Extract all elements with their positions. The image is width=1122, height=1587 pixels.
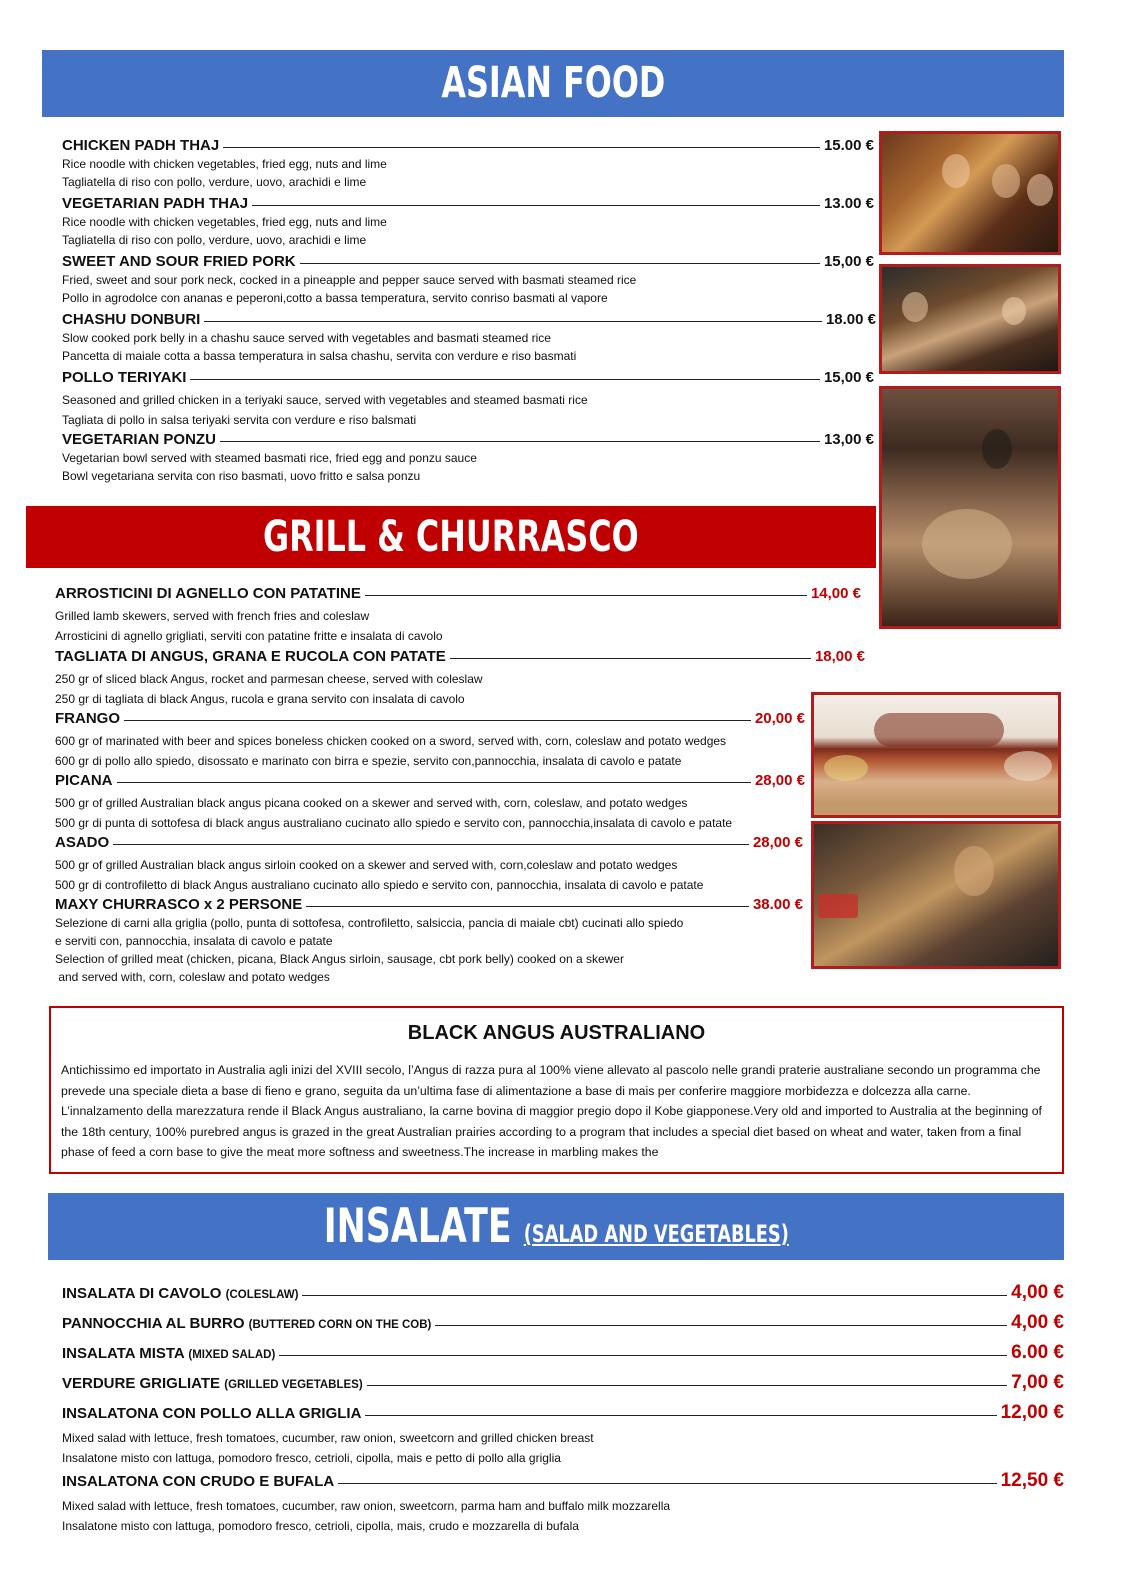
item-desc-line: 500 gr di punta di sottofesa di black angus australiano cucinato allo spiedo e servito con, pannocchia,insalata di cavolo e patate <box>55 816 733 830</box>
item-name: FRANGO <box>55 710 120 727</box>
leader-line <box>190 379 819 380</box>
black-angus-title: BLACK ANGUS AUSTRALIANO <box>407 1022 706 1044</box>
insalate-title: INSALATE <box>323 1199 512 1254</box>
insalate-banner <box>48 1193 1064 1260</box>
item-price: 28,00 € <box>752 834 803 851</box>
item-name: INSALATA MISTA <box>62 1345 185 1362</box>
item-name: VEGETARIAN PADH THAJ <box>62 195 249 212</box>
leader-line <box>279 1355 1007 1356</box>
item-name: SWEET AND SOUR FRIED PORK <box>62 253 296 270</box>
leader-line <box>306 906 749 907</box>
waiter-churrasco-photo <box>811 821 1061 969</box>
leader-line <box>117 782 751 783</box>
menu-item-vegetarian-ponzu <box>62 430 874 485</box>
item-desc-en: Fried, sweet and sour pork neck, cocked in a pineapple and pepper sauce served with basmati steamed rice <box>62 273 637 287</box>
menu-item-insalatona-pollo <box>62 1403 1064 1468</box>
item-desc-en: Mixed salad with lettuce, fresh tomatoes, cucumber, raw onion, sweetcorn, parma ham and buffalo milk mozzarella <box>62 1499 671 1513</box>
menu-item-insalatona-crudo-bufala <box>62 1471 1064 1536</box>
item-note: (COLESLAW) <box>225 1289 299 1301</box>
item-desc-line: 600 gr of marinated with beer and spices boneless chicken cooked on a sword, served with, corn, coleslaw and potato wedges <box>55 734 727 748</box>
item-price: 14,00 € <box>810 585 861 602</box>
item-price: 13.00 € <box>823 195 874 212</box>
item-name: TAGLIATA DI ANGUS, GRANA E RUCOLA CON PATATE <box>55 648 446 665</box>
menu-item-picana <box>55 771 805 833</box>
menu-item-insalata-cavolo <box>62 1283 1064 1305</box>
churrasco-skewer-photo <box>811 692 1061 818</box>
asian-food-banner <box>42 50 1064 117</box>
item-note: (MIXED SALAD) <box>188 1349 276 1361</box>
item-price: 15,00 € <box>823 253 874 270</box>
item-note: (BUTTERED CORN ON THE COB) <box>248 1319 432 1331</box>
item-desc-line: 600 gr di pollo allo spiedo, disossato e marinato con birra e spezie, servito con,pannocchia, insalata di cavolo e patate <box>55 754 682 768</box>
menu-item-verdure-grigliate <box>62 1373 1064 1395</box>
item-price: 7,00 € <box>1011 1372 1064 1393</box>
item-price: 13,00 € <box>823 431 874 448</box>
item-price: 20,00 € <box>754 710 805 727</box>
item-desc-line: Arrosticini di agnello grigliati, serviti con patatine fritte e insalata di cavolo <box>55 629 443 643</box>
item-name: PANNOCCHIA AL BURRO <box>62 1315 245 1332</box>
grill-churrasco-title: GRILL & CHURRASCO <box>263 512 639 562</box>
menu-item-insalata-mista <box>62 1343 1064 1365</box>
leader-line <box>367 1385 1007 1386</box>
item-desc-it: Insalatone misto con lattuga, pomodoro fresco, cetrioli, cipolla, mais, crudo e mozzarella di bufala <box>62 1519 579 1533</box>
item-name: ASADO <box>55 834 110 851</box>
item-desc-it: Tagliatella di riso con pollo, verdure, uovo, arachidi e lime <box>62 175 367 189</box>
item-price: 6.00 € <box>1011 1342 1064 1363</box>
item-price: 4,00 € <box>1011 1312 1064 1333</box>
item-desc-it: Pancetta di maiale cotta a bassa temperatura in salsa chashu, servita con verdure e riso basmati <box>62 349 577 363</box>
leader-line <box>223 147 820 148</box>
item-name: INSALATONA CON CRUDO E BUFALA <box>62 1473 335 1490</box>
asian-food-title: ASIAN FOOD <box>441 58 665 108</box>
item-desc-line: and served with, corn, coleslaw and potato wedges <box>55 970 330 984</box>
menu-item-pannocchia <box>62 1313 1064 1335</box>
item-price: 18,00 € <box>814 648 865 665</box>
item-price: 38.00 € <box>752 896 803 913</box>
item-desc-en: Vegetarian bowl served with steamed basmati rice, fried egg and ponzu sauce <box>62 451 477 465</box>
menu-item-chashu-donburi <box>62 310 876 365</box>
leader-line <box>365 595 807 596</box>
leader-line <box>252 205 820 206</box>
menu-item-tagliata-angus <box>55 647 865 709</box>
item-desc-en: Rice noodle with chicken vegetables, fried egg, nuts and lime <box>62 157 387 171</box>
item-desc-line: 500 gr of grilled Australian black angus sirloin cooked on a skewer and served with, corn,coleslaw and potato wedges <box>55 858 678 872</box>
item-desc-en: Seasoned and grilled chicken in a teriyaki sauce, served with vegetables and steamed basmati rice <box>62 393 588 407</box>
item-desc-en: Rice noodle with chicken vegetables, fried egg, nuts and lime <box>62 215 387 229</box>
item-name: VEGETARIAN PONZU <box>62 431 216 448</box>
item-price: 4,00 € <box>1011 1282 1064 1303</box>
leader-line <box>450 658 811 659</box>
item-name: POLLO TERIYAKI <box>62 369 187 386</box>
item-note: (GRILLED VEGETABLES) <box>224 1379 363 1391</box>
item-desc-it: Insalatone misto con lattuga, pomodoro fresco, cetrioli, cipolla, mais e petto di pollo alla griglia <box>62 1451 561 1465</box>
item-name: CHICKEN PADH THAJ <box>62 137 220 154</box>
item-desc-it: Tagliata di pollo in salsa teriyaki servita con verdure e riso balsmati <box>62 413 417 427</box>
item-desc-line: 250 gr di tagliata di black Angus, rucola e grana servito con insalata di cavolo <box>55 692 465 706</box>
leader-line <box>124 720 751 721</box>
item-desc-it: Bowl vegetariana servita con riso basmati, uovo fritto e salsa ponzu <box>62 469 421 483</box>
insalate-subtitle: (SALAD AND VEGETABLES) <box>523 1220 789 1248</box>
item-desc-en: Mixed salad with lettuce, fresh tomatoes, cucumber, raw onion, sweetcorn and grilled chicken breast <box>62 1431 594 1445</box>
item-name: CHASHU DONBURI <box>62 311 201 328</box>
menu-item-sweet-sour-pork <box>62 252 874 307</box>
item-desc-line: e serviti con, pannocchia, insalata di cavolo e patate <box>55 934 333 948</box>
leader-line <box>113 844 749 845</box>
item-desc-en: Slow cooked pork belly in a chashu sauce served with vegetables and basmati steamed rice <box>62 331 551 345</box>
item-price: 15.00 € <box>823 137 874 154</box>
item-name: INSALATA DI CAVOLO <box>62 1285 222 1302</box>
menu-item-frango <box>55 709 805 771</box>
item-name: INSALATONA CON POLLO ALLA GRIGLIA <box>62 1405 362 1422</box>
black-angus-text: Antichissimo ed importato in Australia agli inizi del XVIII secolo, l’Angus di razza pura al 100% viene allevato al pascolo nelle grandi praterie australiane secondo un programma che prevede una speciale dieta a base di fieno e grano, seguita da un’ultima fase di alimentazione a base di mais per conferire maggiore morbidezza e dolcezza alla carne. L’innalzamento della marezzatura rende il Black Angus australiano, la carne bovina di maggior pregio dopo il Kobe giapponese.Very old and imported to Australia at the beginning of the 18th century, 100% purebred angus is grazed in the great Australian prairies according to a program that includes a special diet based on wheat and water, taken from a final phase of feed a corn base to give the meat more softness and sweetness.The increase in marbling makes the <box>61 1063 1042 1159</box>
item-price: 12,00 € <box>1000 1402 1064 1423</box>
leader-line <box>204 321 822 322</box>
menu-item-vegetarian-padh-thaj <box>62 194 874 249</box>
item-desc-it: Tagliatella di riso con pollo, verdure, uovo, arachidi e lime <box>62 233 367 247</box>
item-price: 28,00 € <box>754 772 805 789</box>
menu-item-pollo-teriyaki <box>62 368 874 430</box>
item-desc-line: 500 gr di controfiletto di black Angus australiano cucinato allo spiedo e servito con, pannocchia, insalata di cavolo e patate <box>55 878 704 892</box>
leader-line <box>300 263 820 264</box>
leader-line <box>435 1325 1007 1326</box>
item-name: ARROSTICINI DI AGNELLO CON PATATINE <box>55 585 361 602</box>
item-desc-line: Selection of grilled meat (chicken, picana, Black Angus sirloin, sausage, cbt pork belly) cooked on a skewer <box>55 952 624 966</box>
leader-line <box>302 1295 1007 1296</box>
item-price: 18.00 € <box>825 311 876 328</box>
item-desc-line: 500 gr of grilled Australian black angus picana cooked on a skewer and served with, corn, coleslaw, and potato wedges <box>55 796 688 810</box>
item-name: VERDURE GRIGLIATE <box>62 1375 221 1392</box>
item-price: 12,50 € <box>1000 1470 1064 1491</box>
menu-item-maxy-churrasco <box>55 895 803 986</box>
item-name: PICANA <box>55 772 113 789</box>
leader-line <box>365 1415 996 1416</box>
item-price: 15,00 € <box>823 369 874 386</box>
item-name: MAXY CHURRASCO x 2 PERSONE <box>55 896 303 913</box>
item-desc-it: Pollo in agrodolce con ananas e peperoni,cotto a bassa temperatura, servito conriso basmati al vapore <box>62 291 608 305</box>
restaurant-photo-party-hats <box>879 386 1061 629</box>
restaurant-photo-long-table <box>879 264 1061 374</box>
grill-churrasco-banner <box>26 506 876 568</box>
menu-item-asado <box>55 833 803 895</box>
leader-line <box>220 441 820 442</box>
restaurant-photo-group-table <box>879 131 1061 255</box>
item-desc-line: Selezione di carni alla griglia (pollo, punta di sottofesa, controfiletto, salsiccia, pancia di maiale cbt) cucinati allo spiedo <box>55 916 684 930</box>
menu-item-arrosticini <box>55 584 861 646</box>
leader-line <box>338 1483 996 1484</box>
black-angus-info-box <box>49 1006 1064 1174</box>
menu-item-chicken-padh-thaj <box>62 136 874 191</box>
item-desc-line: 250 gr of sliced black Angus, rocket and parmesan cheese, served with coleslaw <box>55 672 483 686</box>
item-desc-line: Grilled lamb skewers, served with french fries and coleslaw <box>55 609 370 623</box>
